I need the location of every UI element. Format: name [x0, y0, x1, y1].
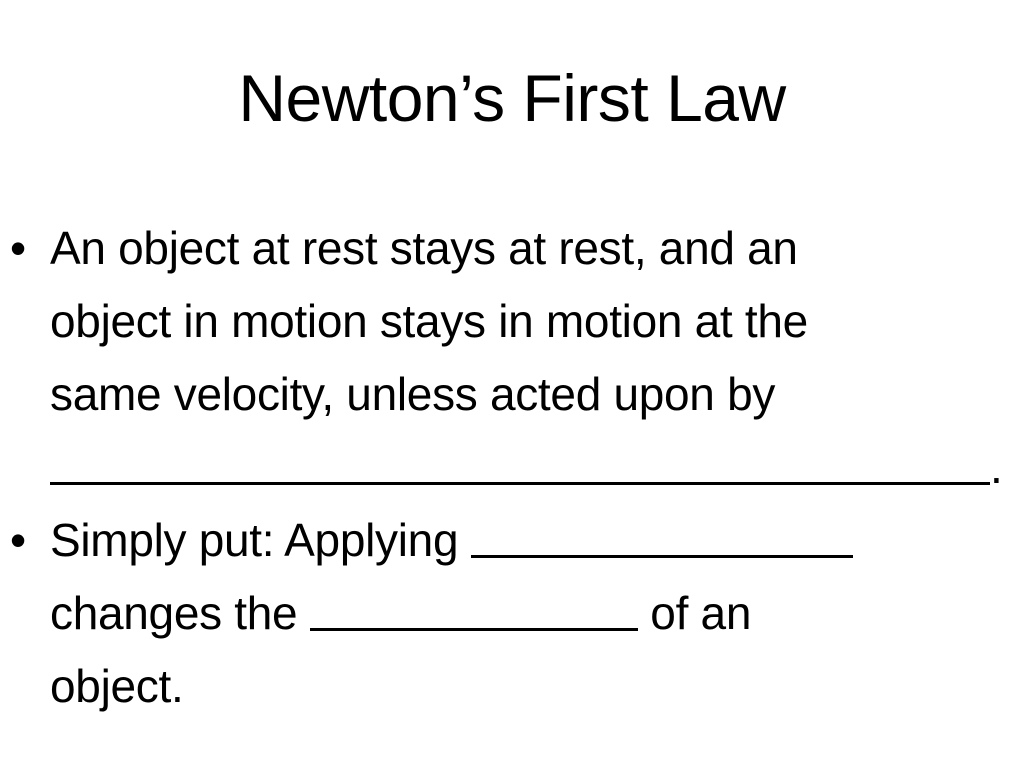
bullet-text-line: object in motion stays in motion at the: [50, 295, 808, 347]
slide-title: Newton’s First Law: [238, 61, 786, 135]
changes-the-text: changes the: [50, 587, 310, 639]
of-an-text: of an: [637, 587, 752, 639]
bullet-marker: •: [10, 514, 26, 566]
fill-in-blank-force: [471, 515, 853, 558]
bullet-text-line: object.: [50, 660, 184, 712]
fill-in-blank-velocity: [310, 588, 638, 631]
bullet-text-line: same velocity, unless acted upon by: [50, 368, 776, 420]
blank-line-period: .: [990, 441, 1003, 493]
bullet-item-summary: [10, 504, 1015, 723]
bullet-text-line: An object at rest stays at rest, and an: [50, 222, 798, 274]
summary-prefix: Simply put: Applying: [50, 514, 471, 566]
fill-in-blank-unbalanced-force: [50, 442, 990, 485]
bullet-list: [10, 212, 1015, 723]
bullet-text-line: [50, 504, 1015, 577]
bullet-item-definition: [10, 212, 1015, 504]
fill-in-blank-line: [50, 431, 1015, 504]
bullet-marker: •: [10, 222, 26, 274]
bullet-text-line: [50, 577, 1015, 650]
